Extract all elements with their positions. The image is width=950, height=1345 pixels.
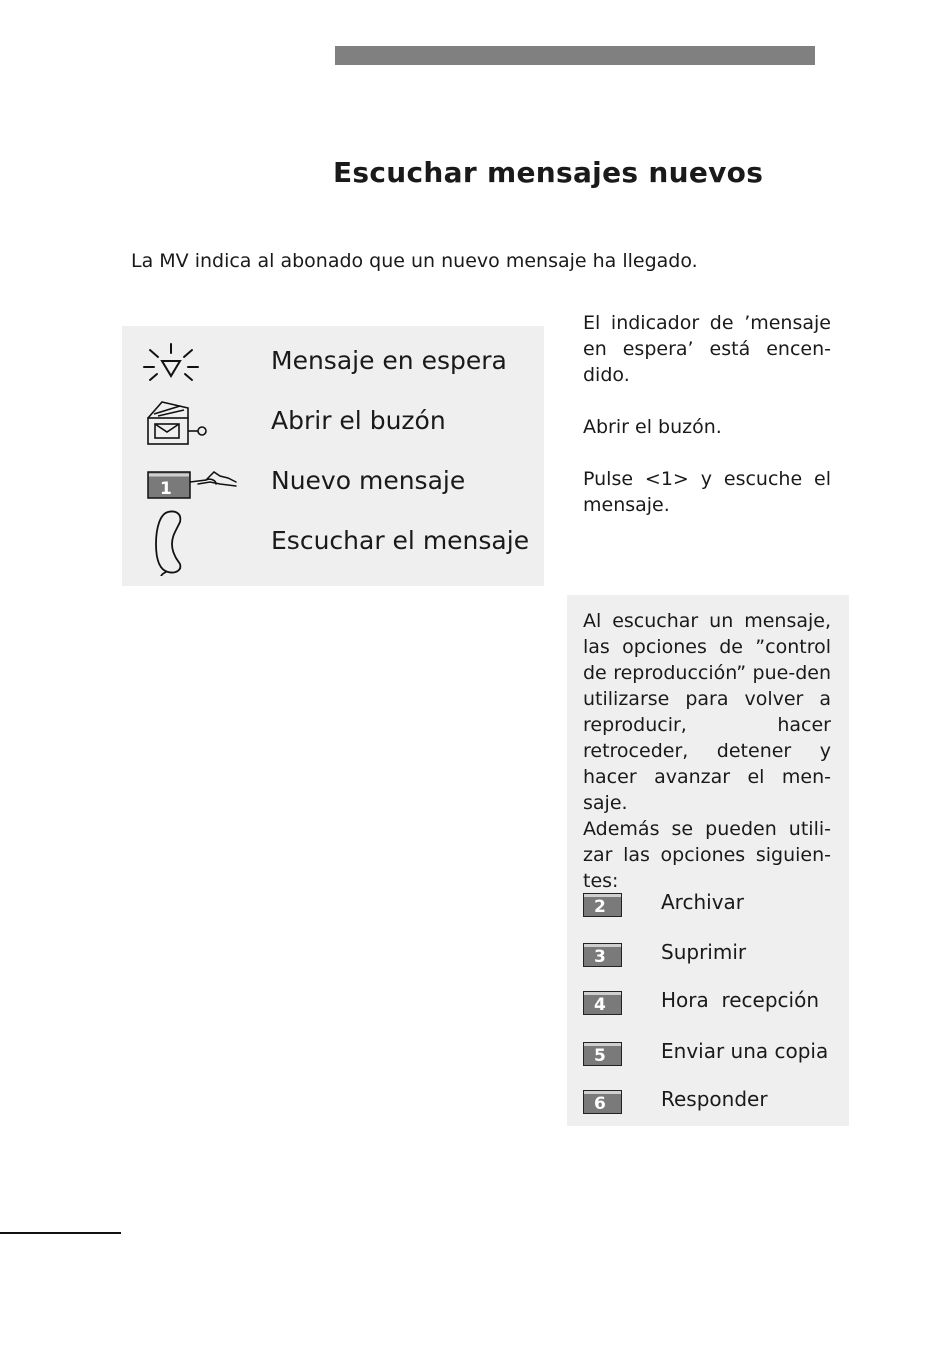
step-label: Nuevo mensaje [271, 466, 466, 495]
handset-icon [136, 516, 240, 568]
option-archive [583, 890, 843, 923]
step-notes [583, 310, 831, 544]
step-message-waiting [122, 332, 544, 392]
key-2: 2 [583, 893, 622, 917]
option-delete [583, 940, 843, 973]
note-indicator: El indicador de ’mensaje en espera’ está encen-dido. [583, 312, 831, 386]
note-open-mailbox: Abrir el buzón. [583, 416, 722, 438]
info-paragraph-1: Al escuchar un mensaje, las opciones de ”control de reproducción” pue-den utilizarse para volver a reproducir, hacer retroceder, detener y hacer avanzar el men-saje. [583, 610, 831, 814]
mailbox-icon [136, 396, 240, 448]
step-open-mailbox [122, 392, 544, 452]
option-reception-time [583, 988, 843, 1021]
info-text [583, 608, 831, 894]
option-send-copy [583, 1039, 843, 1072]
step-new-message [122, 452, 544, 512]
steps-panel [122, 326, 544, 586]
header-bar [335, 46, 815, 65]
playback-options-panel [567, 595, 849, 1126]
option-label: Enviar una copia [661, 1039, 829, 1063]
key-3: 3 [583, 943, 622, 967]
footer-rule [0, 1232, 121, 1234]
blinking-lamp-icon [136, 336, 240, 388]
step-label: Abrir el buzón [271, 406, 446, 435]
key-label: 1 [160, 479, 172, 499]
key-6: 6 [583, 1090, 622, 1114]
key-5: 5 [583, 1042, 622, 1066]
page-title: Escuchar mensajes nuevos [333, 156, 764, 189]
key-press-icon [136, 456, 240, 508]
step-label: Escuchar el mensaje [271, 526, 530, 555]
step-label: Mensaje en espera [271, 346, 507, 375]
intro-text: La MV indica al abonado que un nuevo mensaje ha llegado. [131, 250, 698, 272]
step-listen-message [122, 512, 544, 572]
key-4: 4 [583, 991, 622, 1015]
option-label: Hora recepción [661, 988, 820, 1012]
option-reply [583, 1087, 843, 1120]
option-label: Suprimir [661, 940, 747, 964]
option-label: Responder [661, 1087, 768, 1111]
option-label: Archivar [661, 890, 745, 914]
info-paragraph-2: Además se pueden utili-zar las opciones siguien-tes: [583, 818, 831, 892]
note-press-key: Pulse <1> y escuche el mensaje. [583, 468, 831, 516]
